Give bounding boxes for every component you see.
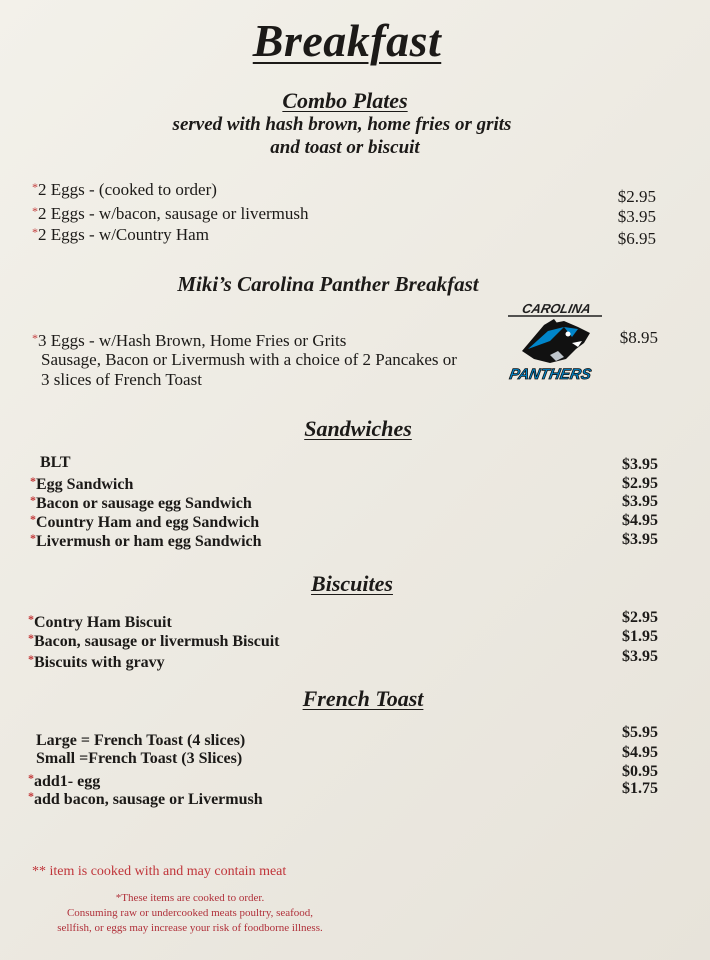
cooked-to-order-marker: * xyxy=(30,493,36,507)
logo-top-text: CAROLINA xyxy=(520,301,593,316)
meat-note-text: item is cooked with and may contain meat xyxy=(49,864,287,879)
sandwich-price: $3.95 xyxy=(622,456,658,473)
meat-note-stars: ** xyxy=(32,864,46,879)
carolina-panthers-logo xyxy=(504,297,608,385)
combo-item xyxy=(32,177,217,200)
panther-head-icon xyxy=(504,297,608,385)
cooked-to-order-marker: * xyxy=(28,631,34,645)
cooked-to-order-marker: * xyxy=(30,474,36,488)
panther-breakfast-heading: Miki’s Carolina Panther Breakfast xyxy=(177,272,479,296)
cooked-to-order-marker: * xyxy=(30,512,36,526)
sandwich-item-text: BLT xyxy=(40,454,71,471)
combo-item xyxy=(32,222,209,245)
biscuit-price: $2.95 xyxy=(622,609,658,626)
sandwich-price: $2.95 xyxy=(622,475,658,492)
fine-print-line-2: Consuming raw or undercooked meats poultry, seafood, xyxy=(66,907,314,919)
biscuit-item-text: Bacon, sausage or livermush Biscuit xyxy=(34,633,280,650)
french-toast-price: $0.95 xyxy=(622,763,658,780)
logo-bottom-text: PANTHERS xyxy=(508,366,593,383)
french-toast-item-text: Large = French Toast (4 slices) xyxy=(36,732,246,749)
menu-title: Breakfast xyxy=(252,15,442,66)
cooked-to-order-marker: * xyxy=(32,180,38,194)
sandwich-item xyxy=(40,453,71,473)
fine-print-line-1: *These items are cooked to order. xyxy=(115,892,265,904)
french-toast-price: $1.75 xyxy=(622,780,658,797)
combo-price: $3.95 xyxy=(617,207,656,226)
french-toast-item-text: Small =French Toast (3 Slices) xyxy=(36,750,243,767)
biscuit-item-text: Contry Ham Biscuit xyxy=(34,614,172,631)
sandwich-price: $4.95 xyxy=(622,512,658,529)
sandwich-item-text: Country Ham and egg Sandwich xyxy=(36,514,260,531)
combo-price: $6.95 xyxy=(617,229,656,248)
sandwich-item xyxy=(30,529,262,552)
combo-item-text: 2 Eggs - (cooked to order) xyxy=(38,180,217,199)
biscuit-item-text: Biscuits with gravy xyxy=(34,654,165,671)
cooked-to-order-marker: * xyxy=(28,789,34,803)
cooked-to-order-marker: * xyxy=(32,225,38,239)
sandwiches-heading: Sandwiches xyxy=(304,416,412,441)
french-toast-item xyxy=(28,787,263,810)
cooked-to-order-marker: * xyxy=(28,771,34,785)
biscuit-price: $1.95 xyxy=(622,628,658,645)
combo-price: $2.95 xyxy=(617,187,656,206)
french-toast-item xyxy=(36,749,242,769)
panther-line-3: 3 slices of French Toast xyxy=(41,370,202,389)
biscuit-price: $3.95 xyxy=(622,648,658,665)
combo-subheading-2: and toast or biscuit xyxy=(270,137,420,158)
fine-print-line-3: sellfish, or eggs may increase your risk of foodborne illness. xyxy=(57,922,323,934)
french-toast-item xyxy=(36,731,245,751)
biscuit-item xyxy=(28,650,165,673)
french-toast-price: $4.95 xyxy=(622,744,658,761)
french-toast-heading: French Toast xyxy=(302,686,424,711)
french-toast-item-text: add1- egg xyxy=(34,773,101,790)
biscuits-heading: Biscuites xyxy=(311,571,393,596)
panther-line-1-text: 3 Eggs - w/Hash Brown, Home Fries or Grits xyxy=(38,331,347,350)
sandwich-item-text: Egg Sandwich xyxy=(36,476,134,493)
cooked-to-order-marker: * xyxy=(28,652,34,666)
combo-item-text: 2 Eggs - w/bacon, sausage or livermush xyxy=(38,204,309,223)
sandwich-price: $3.95 xyxy=(622,493,658,510)
cooked-to-order-marker: * xyxy=(30,531,36,545)
combo-subheading-1: served with hash brown, home fries or grits xyxy=(172,114,512,135)
panther-price: $8.95 xyxy=(619,328,658,347)
combo-plates-heading: Combo Plates xyxy=(282,88,408,113)
panther-line-1 xyxy=(32,328,346,351)
sandwich-item-text: Bacon or sausage egg Sandwich xyxy=(36,495,252,512)
combo-item xyxy=(32,201,309,224)
meat-note xyxy=(32,864,286,880)
sandwich-price: $3.95 xyxy=(622,531,658,548)
panther-line-2: Sausage, Bacon or Livermush with a choice of 2 Pancakes or xyxy=(41,350,457,369)
combo-item-text: 2 Eggs - w/Country Ham xyxy=(38,225,209,244)
biscuit-item xyxy=(28,629,280,652)
french-toast-item-text: add bacon, sausage or Livermush xyxy=(34,791,263,808)
french-toast-price: $5.95 xyxy=(622,724,658,741)
sandwich-item-text: Livermush or ham egg Sandwich xyxy=(36,533,262,550)
cooked-to-order-marker: * xyxy=(32,204,38,218)
cooked-to-order-marker: * xyxy=(28,612,34,626)
cooked-to-order-marker: * xyxy=(32,331,38,345)
